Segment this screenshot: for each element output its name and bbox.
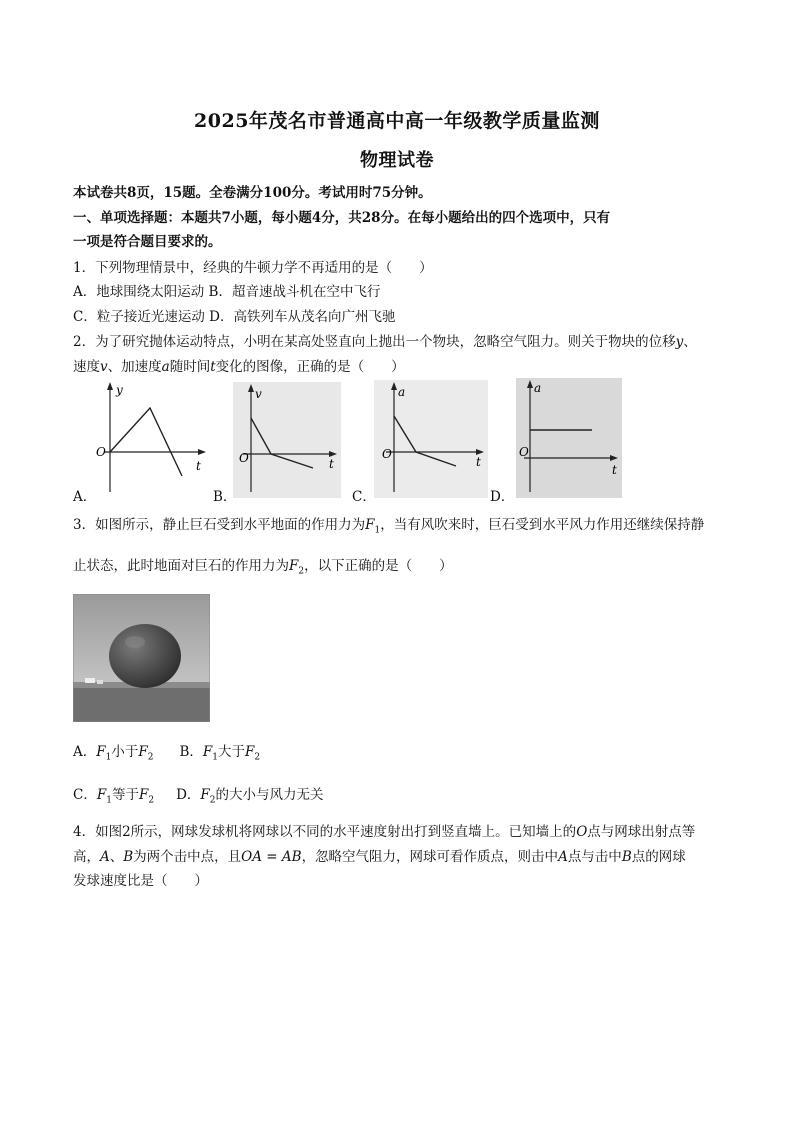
svg-text:O: O xyxy=(239,451,249,465)
svg-text:y: y xyxy=(116,383,123,397)
q2-option-d-label: D． xyxy=(490,489,515,505)
svg-text:O: O xyxy=(519,445,529,459)
section1-heading-line2: 一项是符合题目要求的。 xyxy=(73,234,222,250)
exam-subtitle: 物理试卷 xyxy=(360,150,434,171)
q1-stem: 1．下列物理情景中，经典的牛顿力学不再适用的是（ ） xyxy=(73,260,433,276)
q2-stem-line1: 2．为了研究抛体运动特点，小明在某高处竖直向上抛出一个物块，忽略空气阻力。则关于物块的位移y、 xyxy=(73,334,697,350)
q2-graph-c xyxy=(374,380,488,498)
svg-text:t: t xyxy=(612,463,617,477)
svg-text:t: t xyxy=(476,455,481,469)
q3-stem-line2: 止状态，此时地面对巨石的作用力为$F_2$，以下正确的是（ ） xyxy=(73,558,453,577)
q2-graph-b xyxy=(233,382,341,498)
q2-option-a-label: A． xyxy=(73,489,97,505)
exam-title: 2025年茂名市普通高中高一年级教学质量监测 xyxy=(194,110,600,132)
svg-text:t: t xyxy=(196,459,201,473)
q2-option-c-label: C． xyxy=(352,489,376,505)
svg-text:t: t xyxy=(329,457,334,471)
q3-options-ab: A．$F_1$小于$F_2$ B．$F_1$大于$F_2$ xyxy=(73,744,261,763)
q3-options-cd: C．$F_1$等于$F_2$ D．$F_2$的大小与风力无关 xyxy=(73,787,324,806)
section1-heading-line1: 一、单项选择题：本题共7小题，每小题4分，共28分。在每小题给出的四个选项中，只有 xyxy=(73,210,611,226)
q1-options-cd: C．粒子接近光速运动 D．高铁列车从茂名向广州飞驰 xyxy=(73,309,396,325)
q3-stem-line1: 3．如图所示，静止巨石受到水平地面的作用力为$F_1$，当有风吹来时，巨石受到水平风力作用还继续保持静 xyxy=(73,517,705,536)
q2-graph-a xyxy=(90,380,208,498)
q4-stem-line1: 4．如图2所示，网球发球机将网球以不同的水平速度射出打到竖直墙上。已知墙上的O点与网球出射点等 xyxy=(73,824,696,840)
exam-intro: 本试卷共8页，15题。全卷满分100分。考试用时75分钟。 xyxy=(73,185,432,201)
q2-stem-line2: 速度v、加速度a随时间t变化的图像，正确的是（ ） xyxy=(73,359,405,375)
boulder-photo xyxy=(73,594,210,722)
q4-stem-line2: 高，A、B为两个击中点，且OA = AB，忽略空气阻力，网球可看作质点，则击中A点与击中B点的网球 xyxy=(73,849,686,865)
svg-text:O: O xyxy=(96,445,106,459)
q2-graph-d xyxy=(516,378,622,498)
q1-options-ab: A．地球围绕太阳运动 B．超音速战斗机在空中飞行 xyxy=(73,284,381,300)
svg-text:a: a xyxy=(398,385,406,399)
svg-text:v: v xyxy=(255,387,262,401)
q2-option-b-label: B． xyxy=(213,489,237,505)
svg-text:a: a xyxy=(534,381,542,395)
q4-stem-line3: 发球速度比是（ ） xyxy=(73,873,208,889)
svg-text:O: O xyxy=(382,447,392,461)
